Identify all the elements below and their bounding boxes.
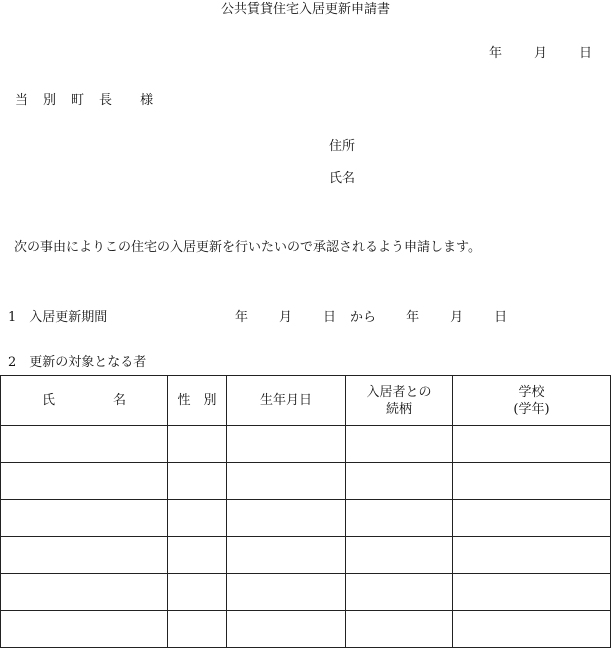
header-name <box>1 376 168 426</box>
header-name-b: 名 <box>113 393 127 408</box>
cell-sex[interactable] <box>168 426 227 463</box>
period-day-2: 日 <box>494 310 508 325</box>
cell-school[interactable] <box>453 574 611 611</box>
period-year-2: 年 <box>406 310 420 325</box>
table-row <box>1 574 611 611</box>
period-month-2: 月 <box>450 310 464 325</box>
cell-birthdate[interactable] <box>227 611 346 648</box>
cell-relation[interactable] <box>346 574 453 611</box>
addressee-char-1: 当 <box>15 93 29 108</box>
cell-relation[interactable] <box>346 611 453 648</box>
header-relation <box>346 376 453 426</box>
cell-school[interactable] <box>453 463 611 500</box>
addressee-char-4: 長 <box>99 93 113 108</box>
cell-school[interactable] <box>453 611 611 648</box>
cell-sex[interactable] <box>168 500 227 537</box>
header-name-a: 氏 <box>41 393 55 408</box>
addressee-honorific: 様 <box>140 93 154 108</box>
cell-birthdate[interactable] <box>227 537 346 574</box>
cell-sex[interactable] <box>168 537 227 574</box>
addressee-char-3: 町 <box>71 93 85 108</box>
section-2-label: 2 更新の対象となる者 <box>8 355 147 370</box>
period-month-1: 月 <box>279 310 293 325</box>
cell-relation[interactable] <box>346 463 453 500</box>
cell-birthdate[interactable] <box>227 426 346 463</box>
addressee-char-2: 別 <box>43 93 57 108</box>
cell-sex[interactable] <box>168 574 227 611</box>
date-month-label: 月 <box>534 46 548 61</box>
cell-name[interactable] <box>1 426 168 463</box>
date-day-label: 日 <box>579 46 593 61</box>
period-year-1: 年 <box>235 310 249 325</box>
cell-sex[interactable] <box>168 611 227 648</box>
table-row <box>1 426 611 463</box>
header-school <box>453 376 611 426</box>
table-row <box>1 611 611 648</box>
cell-name[interactable] <box>1 574 168 611</box>
cell-birthdate[interactable] <box>227 574 346 611</box>
cell-name[interactable] <box>1 500 168 537</box>
cell-relation[interactable] <box>346 500 453 537</box>
members-table <box>0 375 611 648</box>
table-row <box>1 500 611 537</box>
cell-relation[interactable] <box>346 537 453 574</box>
period-day-1: 日 <box>323 310 337 325</box>
header-sex <box>168 376 227 426</box>
table-row <box>1 537 611 574</box>
header-sex-b: 別 <box>203 393 217 408</box>
header-school-line-2: (学年) <box>513 401 550 417</box>
address-label: 住所 <box>329 139 356 154</box>
date-year-label: 年 <box>489 46 503 61</box>
cell-relation[interactable] <box>346 426 453 463</box>
members-table-body <box>1 426 611 648</box>
cell-school[interactable] <box>453 537 611 574</box>
cell-name[interactable] <box>1 611 168 648</box>
section-1-label: 1 入居更新期間 <box>8 310 108 325</box>
header-relation-line-2: 続柄 <box>385 401 412 417</box>
addressee <box>15 93 153 109</box>
cell-name[interactable] <box>1 537 168 574</box>
application-date <box>489 46 592 62</box>
form-title: 公共賃貸住宅入居更新申請書 <box>220 2 390 17</box>
cell-school[interactable] <box>453 426 611 463</box>
header-school-line-1: 学校 <box>518 384 545 400</box>
table-header-row <box>1 376 611 426</box>
request-statement: 次の事由によりこの住宅の入居更新を行いたいので承認されるよう申請します。 <box>14 240 481 255</box>
header-sex-a: 性 <box>177 393 191 408</box>
cell-name[interactable] <box>1 463 168 500</box>
table-row <box>1 463 611 500</box>
renewal-period <box>235 310 507 326</box>
cell-birthdate[interactable] <box>227 463 346 500</box>
period-from: から <box>350 310 377 325</box>
header-relation-line-1: 入居者との <box>366 384 432 400</box>
cell-birthdate[interactable] <box>227 500 346 537</box>
header-birthdate: 生年月日 <box>227 376 346 426</box>
cell-school[interactable] <box>453 500 611 537</box>
name-label: 氏名 <box>329 171 356 186</box>
cell-sex[interactable] <box>168 463 227 500</box>
